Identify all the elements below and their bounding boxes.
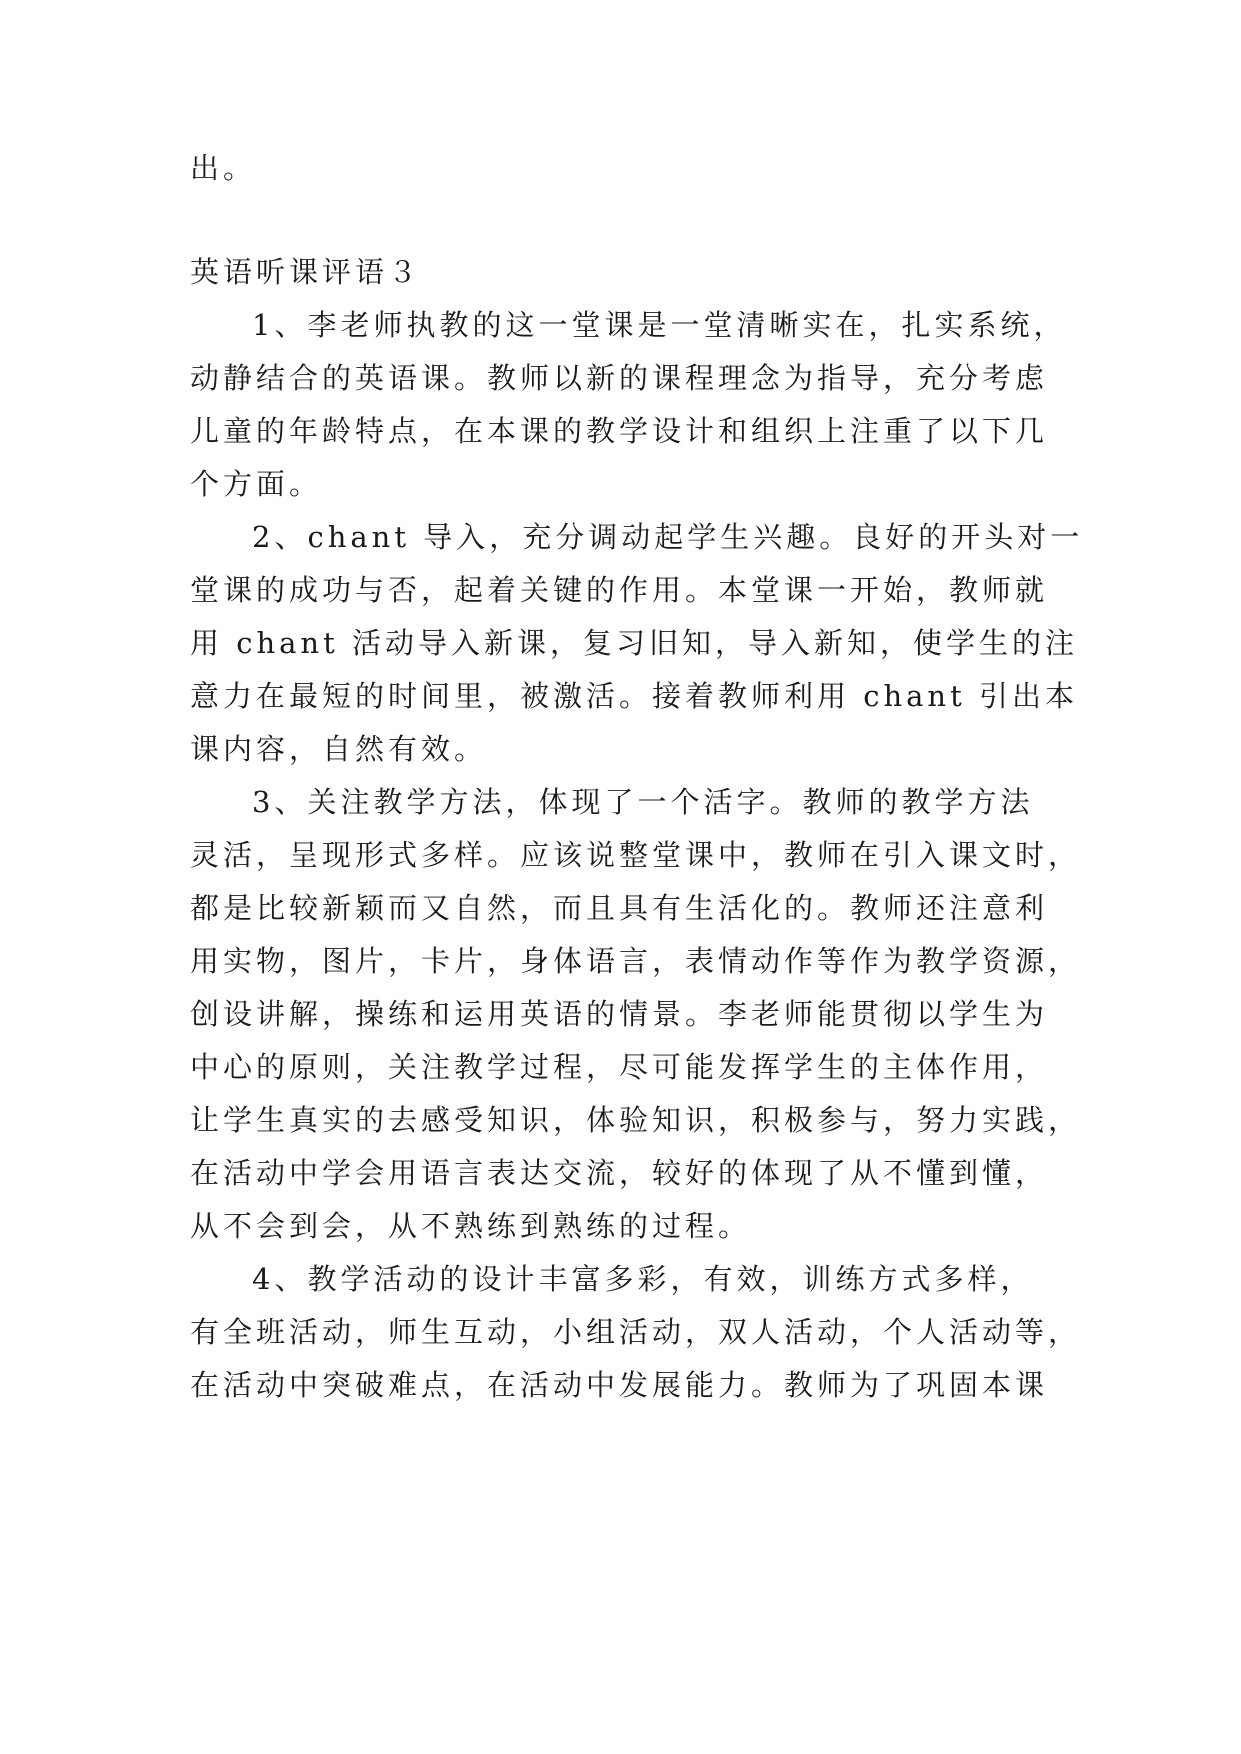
body-line: 从不会到会，从不熟练到熟练的过程。 [190,1209,752,1243]
body-line: 个方面。 [190,467,323,501]
body-line: 2、chant 导入，充分调动起学生兴趣。良好的开头对一 [252,520,1084,554]
body-line: 创设讲解，操练和运用英语的情景。李老师能贯彻以学生为 [190,997,1049,1031]
body-line: 灵活，呈现形式多样。应该说整堂课中，教师在引入课文时， [190,838,1082,872]
body-line: 动静结合的英语课。教师以新的课程理念为指导，充分考虑 [190,361,1049,395]
continuation-text: 出。 [190,151,257,185]
body-line: 3、关注教学方法，体现了一个活字。教师的教学方法 [252,785,1034,819]
body-line: 让学生真实的去感受知识，体验知识，积极参与，努力实践， [190,1103,1082,1137]
body-line: 有全班活动，师生互动，小组活动，双人活动，个人活动等， [190,1315,1082,1349]
body-line: 4、教学活动的设计丰富多彩，有效，训练方式多样， [252,1262,1034,1296]
section-heading: 英语听课评语３ [190,255,422,289]
body-line: 用实物，图片，卡片，身体语言，表情动作等作为教学资源， [190,944,1082,978]
body-line: 课内容，自然有效。 [190,732,488,766]
body-line: 1、李老师执教的这一堂课是一堂清晰实在，扎实系统， [252,308,1067,342]
body-line: 都是比较新颖而又自然，而且具有生活化的。教师还注意利 [190,891,1049,925]
body-line: 用 chant 活动导入新课，复习旧知，导入新知，使学生的注 [190,626,1078,660]
body-line: 中心的原则，关注教学过程，尽可能发挥学生的主体作用， [190,1050,1049,1084]
body-line: 儿童的年龄特点，在本课的教学设计和组织上注重了以下几 [190,414,1049,448]
body-line: 在活动中学会用语言表达交流，较好的体现了从不懂到懂， [190,1156,1049,1190]
body-line: 意力在最短的时间里，被激活。接着教师利用 chant 引出本 [190,679,1078,713]
body-line: 在活动中突破难点，在活动中发展能力。教师为了巩固本课 [190,1368,1049,1402]
body-line: 堂课的成功与否，起着关键的作用。本堂课一开始，教师就 [190,573,1049,607]
